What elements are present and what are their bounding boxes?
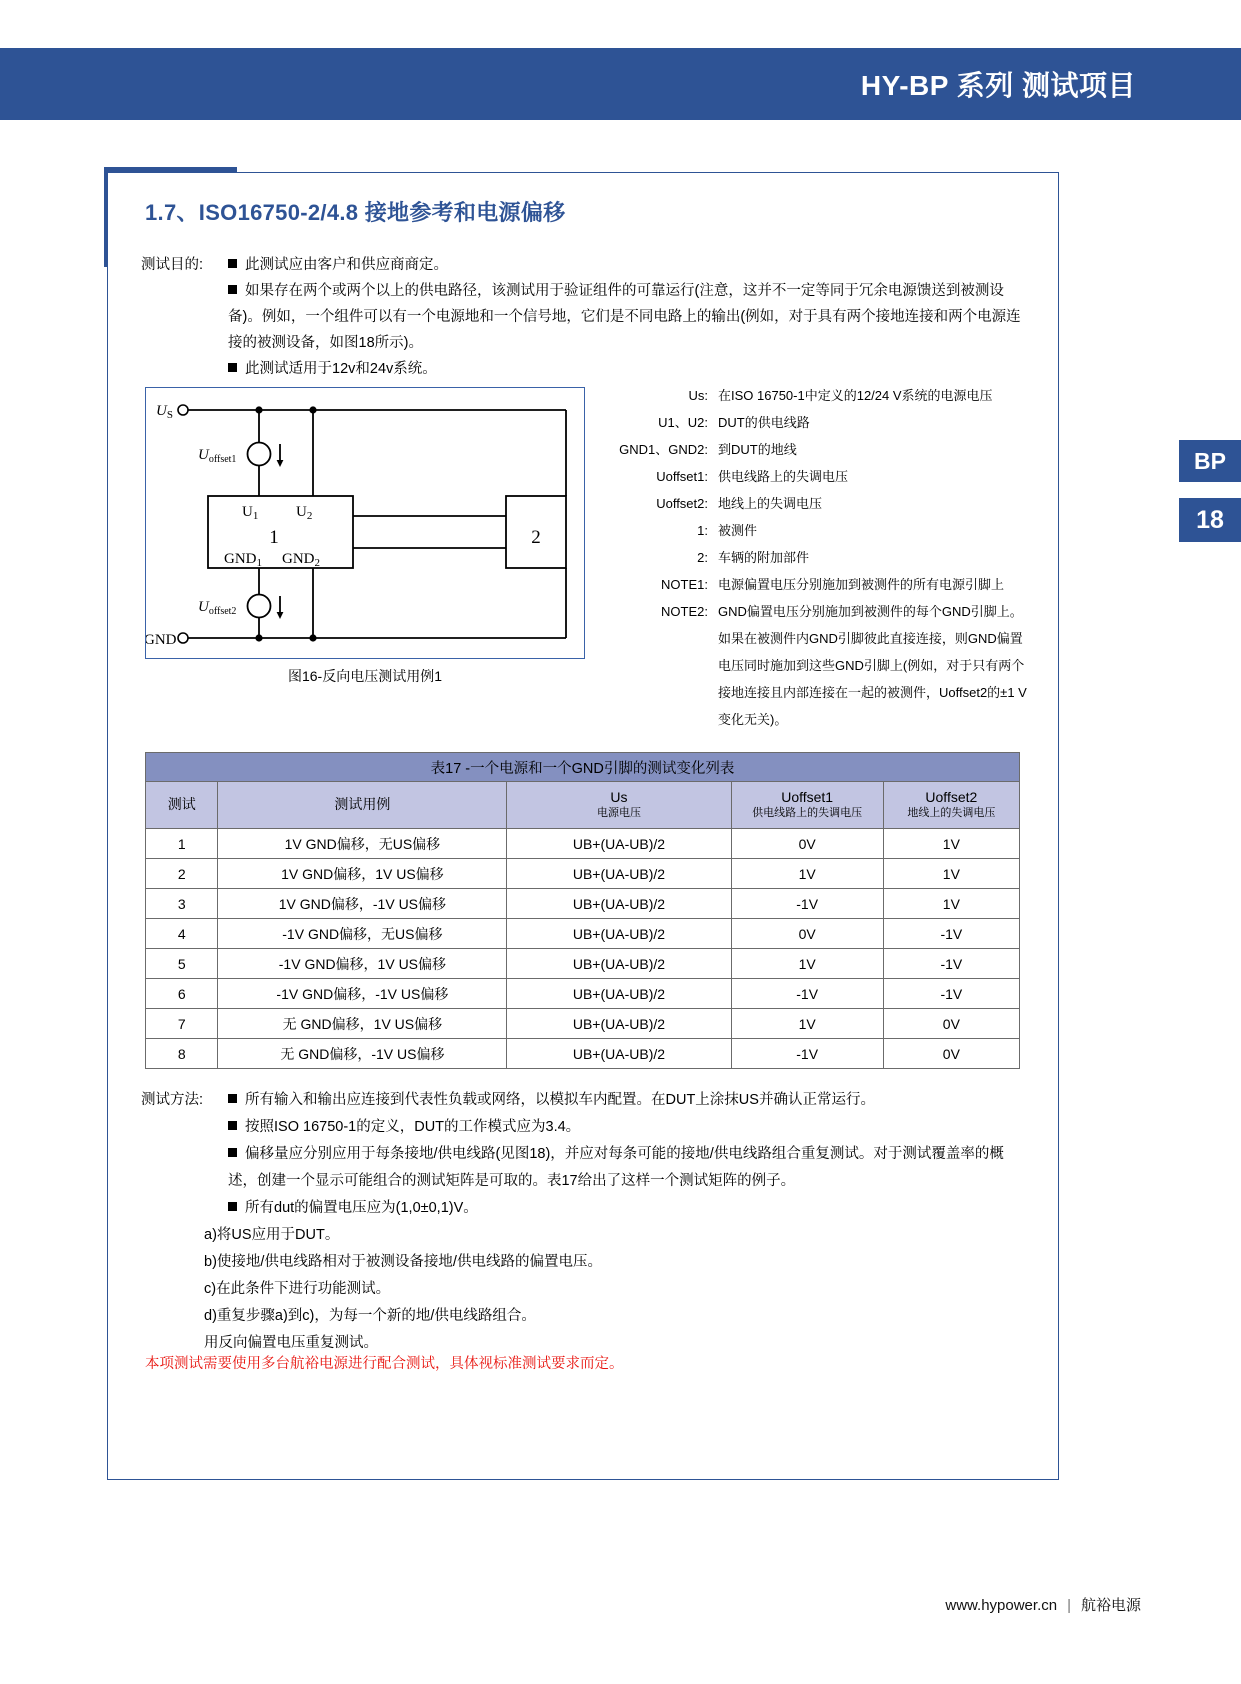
page-footer — [945, 1594, 1141, 1615]
cell-uoffset1: 1V — [731, 949, 883, 979]
cell-test-no: 5 — [146, 949, 218, 979]
method-bullet — [228, 1114, 1028, 1141]
cell-test-case: -1V GND偏移，-1V US偏移 — [218, 979, 507, 1009]
method-step: a)将US应用于DUT。 — [204, 1227, 340, 1243]
circuit-diagram-svg — [146, 388, 583, 657]
legend-value: 地线上的失调电压 — [718, 496, 823, 511]
cell-test-case: 1V GND偏移，无US偏移 — [218, 829, 507, 859]
cell-uoffset2: -1V — [883, 949, 1019, 979]
column-header-uoffset1 — [731, 782, 883, 829]
cell-test-case: -1V GND偏移，1V US偏移 — [218, 949, 507, 979]
method-step: d)重复步骤a)到c)，为每一个新的地/供电线路组合。 — [204, 1308, 536, 1324]
cell-test-no: 1 — [146, 829, 218, 859]
table-header-row — [146, 782, 1020, 829]
label-uoffset2: $U_{offset2}$ — [198, 599, 237, 617]
cell-uoffset2: -1V — [883, 979, 1019, 1009]
legend-value: 电源偏置电压分别施加到被测件的所有电源引脚上 — [718, 577, 1005, 592]
column-header-main: Uoffset1 — [781, 789, 834, 806]
purpose-item-text: 如果存在两个或两个以上的供电路径，该测试用于验证组件的可靠运行(注意，这并不一定等同于冗余电源馈送到被测设备)。例如，一个组件可以有一个电源地和一个信号地，它们是不同电路上的输出(例如，对于具有两个接地连接和两个电源连接的被测设备，如图18所示)。 — [228, 283, 1021, 351]
method-bullet — [228, 1141, 1028, 1195]
table-row — [146, 949, 1020, 979]
legend-value: 被测件 — [718, 523, 758, 538]
side-tab-page-number-label: 18 — [1196, 505, 1224, 534]
legend-item — [600, 463, 1050, 490]
cell-uoffset2: 1V — [883, 889, 1019, 919]
cell-uoffset1: 1V — [731, 859, 883, 889]
diagram-legend — [600, 382, 1050, 733]
cell-us: UB+(UA-UB)/2 — [507, 1009, 731, 1039]
test-method-label: 测试方法: — [141, 1092, 204, 1108]
cell-uoffset1: 0V — [731, 919, 883, 949]
side-tab-series-label: BP — [1194, 447, 1226, 474]
test-variation-table-wrapper — [145, 752, 1020, 1069]
legend-key: GND1、GND2: — [619, 442, 708, 457]
legend-item — [600, 490, 1050, 517]
bullet-square-icon — [228, 1094, 237, 1103]
side-tab-series — [1179, 440, 1241, 482]
cell-us: UB+(UA-UB)/2 — [507, 889, 731, 919]
legend-key: NOTE1: — [661, 577, 708, 592]
cell-uoffset2: 0V — [883, 1009, 1019, 1039]
legend-key: U1、U2: — [658, 415, 708, 430]
cell-test-no: 4 — [146, 919, 218, 949]
test-method-body — [204, 1087, 1028, 1357]
label-gnd: GND — [146, 632, 177, 648]
cell-uoffset1: 1V — [731, 1009, 883, 1039]
cell-us: UB+(UA-UB)/2 — [507, 919, 731, 949]
footer-separator: | — [1067, 1597, 1071, 1614]
table-title: 表17 -一个电源和一个GND引脚的测试变化列表 — [146, 753, 1020, 782]
label-gnd2: $GND_2$ — [282, 551, 320, 569]
method-bullet-text: 按照ISO 16750-1的定义，DUT的工作模式应为3.4。 — [245, 1119, 581, 1135]
cell-test-no: 6 — [146, 979, 218, 1009]
legend-continuation-line: 电压同时施加到这些GND引脚上(例如，对于只有两个 — [718, 658, 1025, 673]
cell-test-case: 1V GND偏移，1V US偏移 — [218, 859, 507, 889]
cell-uoffset2: -1V — [883, 919, 1019, 949]
column-header-test-case — [218, 782, 507, 829]
table-row — [146, 919, 1020, 949]
footer-company: 航裕电源 — [1080, 1597, 1141, 1614]
legend-continuation-line: 变化无关)。 — [718, 712, 788, 727]
table-row — [146, 829, 1020, 859]
column-header-test-no — [146, 782, 218, 829]
cell-test-no: 7 — [146, 1009, 218, 1039]
purpose-item — [228, 252, 1023, 278]
label-u2: $U_2$ — [296, 504, 313, 522]
legend-key: NOTE2: — [661, 604, 708, 619]
section-title: 1.7、ISO16750-2/4.8 接地参考和电源偏移 — [145, 200, 566, 225]
label-block-2: 2 — [531, 527, 541, 548]
table-row — [146, 1039, 1020, 1069]
legend-value: DUT的供电线路 — [718, 415, 810, 430]
label-uoffset1: $U_{offset1}$ — [198, 447, 237, 465]
column-header-sub: 供电线路上的失调电压 — [752, 806, 863, 819]
bullet-square-icon — [228, 259, 237, 268]
label-us: $U_S$ — [156, 403, 173, 421]
cell-test-no: 3 — [146, 889, 218, 919]
label-gnd1: $GND_1$ — [224, 551, 262, 569]
legend-item — [600, 571, 1050, 598]
legend-key: 1: — [697, 523, 708, 538]
method-bullet-text: 所有输入和输出应连接到代表性负载或网络，以模拟车内配置。在DUT上涂抹US并确认正常运行。 — [245, 1092, 875, 1108]
table-title-row — [146, 753, 1020, 782]
column-header-main: Us — [610, 789, 628, 806]
test-method-notice: 本项测试需要使用多台航裕电源进行配合测试，具体视标准测试要求而定。 — [145, 1356, 624, 1372]
cell-us: UB+(UA-UB)/2 — [507, 949, 731, 979]
legend-item — [600, 598, 1050, 625]
test-variation-table — [145, 752, 1020, 1069]
bullet-square-icon — [228, 1148, 237, 1157]
label-block-1: 1 — [269, 527, 279, 548]
legend-value: 到DUT的地线 — [718, 442, 797, 457]
method-step: c)在此条件下进行功能测试。 — [204, 1281, 391, 1297]
cell-uoffset1: 0V — [731, 829, 883, 859]
bullet-square-icon — [228, 1202, 237, 1211]
cell-test-case: 无 GND偏移，-1V US偏移 — [218, 1039, 507, 1069]
method-bullet — [228, 1195, 1028, 1222]
legend-item — [600, 517, 1050, 544]
purpose-item — [228, 356, 1023, 382]
method-step: 用反向偏置电压重复测试。 — [204, 1335, 378, 1351]
method-bullet-text: 偏移量应分别应用于每条接地/供电线路(见图18)，并应对每条可能的接地/供电线路组合重复测试。对于测试覆盖率的概述，创建一个显示可能组合的测试矩阵是可取的。表17给出了这样一个测试矩阵的例子。 — [228, 1146, 1004, 1189]
cell-test-no: 8 — [146, 1039, 218, 1069]
bullet-square-icon — [228, 1121, 237, 1130]
test-purpose-body — [228, 252, 1023, 382]
legend-value: 在ISO 16750-1中定义的12/24 V系统的电源电压 — [718, 388, 993, 403]
cell-test-case: -1V GND偏移，无US偏移 — [218, 919, 507, 949]
cell-uoffset1: -1V — [731, 979, 883, 1009]
column-header-us — [507, 782, 731, 829]
legend-item — [600, 436, 1050, 463]
method-bullet-text: 所有dut的偏置电压应为(1,0±0,1)V。 — [245, 1200, 478, 1216]
cell-uoffset2: 1V — [883, 829, 1019, 859]
table-body — [146, 829, 1020, 1069]
circuit-diagram — [145, 387, 585, 659]
page-header-bar — [0, 48, 1241, 120]
cell-test-case: 无 GND偏移，1V US偏移 — [218, 1009, 507, 1039]
table-row — [146, 889, 1020, 919]
legend-value: 车辆的附加部件 — [718, 550, 810, 565]
cell-us: UB+(UA-UB)/2 — [507, 829, 731, 859]
table-row — [146, 1009, 1020, 1039]
column-header-sub: 地线上的失调电压 — [907, 806, 996, 819]
bullet-square-icon — [228, 285, 237, 294]
legend-continuation-line: 如果在被测件内GND引脚彼此直接连接，则GND偏置 — [718, 631, 1023, 646]
legend-item — [600, 544, 1050, 571]
method-bullet — [228, 1087, 1028, 1114]
cell-uoffset2: 1V — [883, 859, 1019, 889]
purpose-item — [228, 278, 1023, 356]
cell-us: UB+(UA-UB)/2 — [507, 979, 731, 1009]
bullet-square-icon — [228, 363, 237, 372]
column-header-uoffset2 — [883, 782, 1019, 829]
column-header-main: 测试 — [167, 796, 196, 813]
legend-item — [600, 409, 1050, 436]
purpose-item-text: 此测试适用于12v和24v系统。 — [245, 361, 437, 377]
diagram-caption: 图16-反向电压测试用例1 — [287, 668, 443, 684]
table-row — [146, 859, 1020, 889]
footer-website[interactable]: www.hypower.cn — [945, 1597, 1058, 1614]
cell-us: UB+(UA-UB)/2 — [507, 859, 731, 889]
cell-uoffset1: -1V — [731, 1039, 883, 1069]
legend-item — [600, 382, 1050, 409]
legend-value: 供电线路上的失调电压 — [718, 469, 849, 484]
legend-key: 2: — [697, 550, 708, 565]
column-header-main: Uoffset2 — [925, 789, 978, 806]
method-step: b)使接地/供电线路相对于被测设备接地/供电线路的偏置电压。 — [204, 1254, 602, 1270]
test-purpose-label: 测试目的: — [141, 257, 204, 273]
legend-value: GND偏置电压分别施加到被测件的每个GND引脚上。 — [718, 604, 1023, 619]
table-row — [146, 979, 1020, 1009]
purpose-item-text: 此测试应由客户和供应商商定。 — [245, 257, 448, 273]
cell-us: UB+(UA-UB)/2 — [507, 1039, 731, 1069]
legend-key: Us: — [688, 388, 708, 403]
page-header-title: HY-BP 系列 测试项目 — [860, 70, 1136, 101]
column-header-main: 测试用例 — [334, 796, 391, 813]
cell-uoffset1: -1V — [731, 889, 883, 919]
legend-key: Uoffset2: — [656, 496, 708, 511]
label-u1: $U_1$ — [242, 504, 259, 522]
legend-key: Uoffset1: — [656, 469, 708, 484]
cell-test-no: 2 — [146, 859, 218, 889]
column-header-sub: 电源电压 — [596, 806, 641, 819]
side-tab-page-number — [1179, 498, 1241, 542]
cell-uoffset2: 0V — [883, 1039, 1019, 1069]
legend-continuation-line: 接地连接且内部连接在一起的被测件，Uoffset2的±1 V — [718, 685, 1027, 700]
cell-test-case: 1V GND偏移，-1V US偏移 — [218, 889, 507, 919]
